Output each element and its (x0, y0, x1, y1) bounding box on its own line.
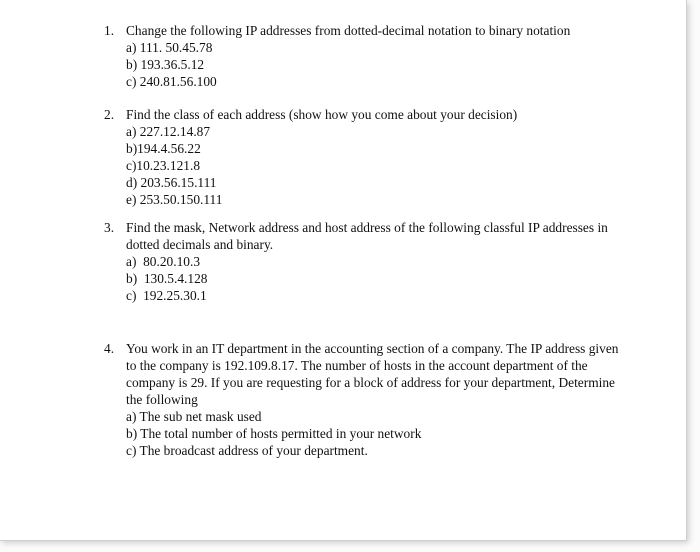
question-2-option-a: a) 227.12.14.87 (126, 124, 211, 139)
question-4-text: You work in an IT department in the accounting section of a company. The IP address given to the company is 192.109.8.17. The number of hosts in the account department of the company is 29. If you are requesting for a block of address for your department, Determine the following (126, 341, 619, 407)
question-2-number: 2. (104, 107, 115, 122)
question-1-number: 1. (104, 23, 115, 38)
question-1 (104, 22, 624, 90)
question-3 (104, 219, 624, 304)
question-4 (104, 340, 624, 459)
question-4-row (104, 340, 624, 459)
question-3-text: Find the mask, Network address and host address of the following classful IP addresses in dotted decimals and binary. (126, 220, 608, 252)
question-1-option-b: b) 193.36.5.12 (126, 57, 205, 72)
question-3-body (126, 219, 624, 304)
question-3-option-b: b) 130.5.4.128 (126, 271, 208, 286)
question-1-option-c: c) 240.81.56.100 (126, 74, 217, 89)
question-2-text: Find the class of each address (show how you come about your decision) (126, 107, 518, 122)
question-4-option-c: c) The broadcast address of your department. (126, 443, 368, 458)
question-4-option-a: a) The sub net mask used (126, 409, 262, 424)
question-2-option-d: d) 203.56.15.111 (126, 175, 217, 190)
question-2-option-c: c)10.23.121.8 (126, 158, 201, 173)
question-1-body (126, 22, 624, 90)
question-3-option-c: c) 192.25.30.1 (126, 288, 207, 303)
question-3-number: 3. (104, 220, 115, 235)
question-4-number: 4. (104, 341, 115, 356)
question-3-row (104, 219, 624, 304)
question-2-option-e: e) 253.50.150.111 (126, 192, 223, 207)
question-2 (104, 106, 624, 208)
question-1-option-a: a) 111. 50.45.78 (126, 40, 213, 55)
question-4-option-b: b) The total number of hosts permitted in your network (126, 426, 422, 441)
question-2-option-b: b)194.4.56.22 (126, 141, 201, 156)
question-2-body (126, 106, 624, 208)
question-2-row (104, 106, 624, 208)
question-1-row (104, 22, 624, 90)
question-4-body (126, 340, 624, 459)
question-3-option-a: a) 80.20.10.3 (126, 254, 201, 269)
question-1-text: Change the following IP addresses from dotted-decimal notation to binary notation (126, 23, 571, 38)
